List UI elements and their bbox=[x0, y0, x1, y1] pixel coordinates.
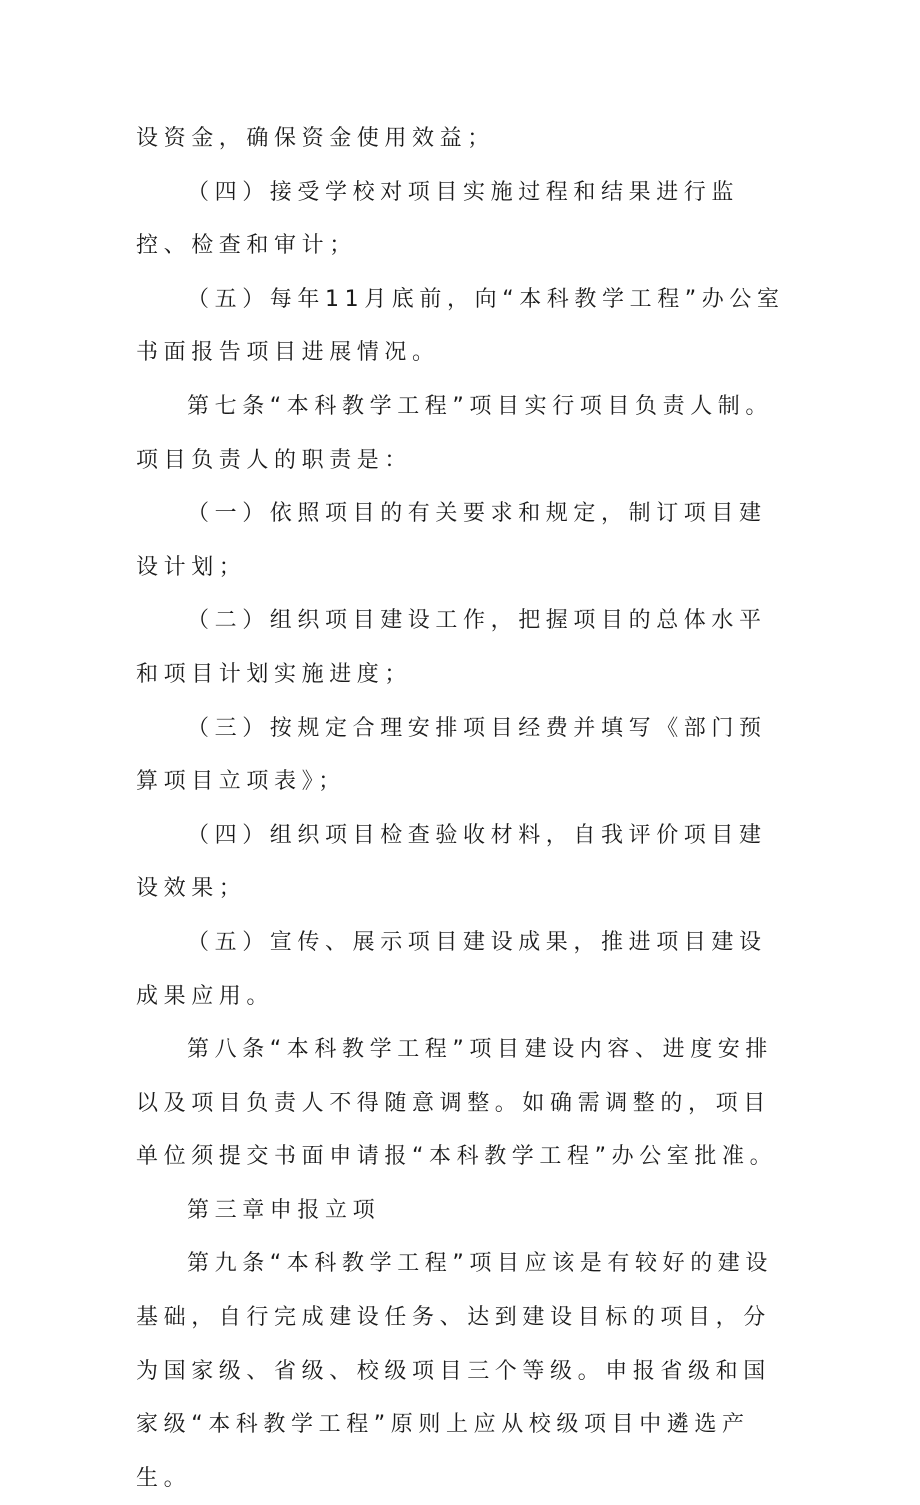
paragraph-article-seven: 第七条“本科教学工程”项目实行项目负责人制。项目负责人的职责是： bbox=[136, 393, 773, 473]
paragraph-funding-continuation: 设资金，确保资金使用效益； bbox=[136, 126, 495, 151]
paragraph-duty-five: （五）宣传、展示项目建设成果，推进项目建设成果应用。 bbox=[136, 929, 767, 1009]
paragraph-item-four-supervision: （四）接受学校对项目实施过程和结果进行监控、检查和审计； bbox=[136, 179, 740, 259]
chapter-heading: 第三章申报立项 bbox=[187, 1197, 381, 1223]
paragraph-item-five-report: （五）每年11月底前，向“本科教学工程”办公室书面报告项目进展情况。 bbox=[136, 286, 785, 366]
paragraph-article-eight: 第八条“本科教学工程”项目建设内容、进度安排以及项目负责人不得随意调整。如确需调整的，项目单位须提交书面申请报“本科教学工程”办公室批准。 bbox=[136, 1037, 778, 1170]
paragraph-article-nine: 第九条“本科教学工程”项目应该是有较好的建设基础，自行完成建设任务、达到建设目标的项目，分为国家级、省级、校级项目三个等级。申报省级和国家级“本科教学工程”原则上应从校级项目中遴选产生。 bbox=[136, 1251, 773, 1491]
paragraph-duty-four: （四）组织项目检查验收材料，自我评价项目建设效果； bbox=[136, 822, 767, 902]
paragraph-duty-one: （一）依照项目的有关要求和规定，制订项目建设计划； bbox=[136, 501, 767, 580]
paragraph-duty-three: （三）按规定合理安排项目经费并填写《部门预算项目立项表》； bbox=[136, 715, 767, 795]
paragraph-duty-two: （二）组织项目建设工作，把握项目的总体水平和项目计划实施进度； bbox=[136, 608, 767, 687]
